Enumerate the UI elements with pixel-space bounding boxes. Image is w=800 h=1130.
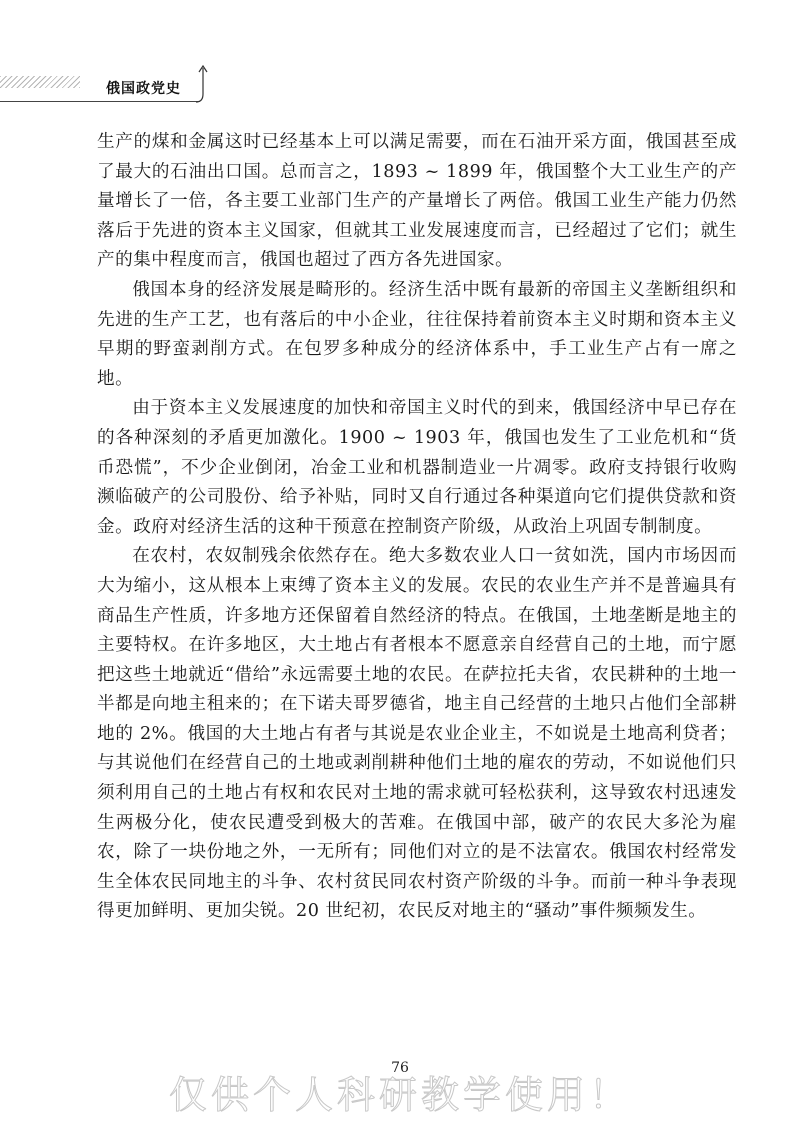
paragraph: 俄国本身的经济发展是畸形的。经济生活中既有最新的帝国主义垄断组织和先进的生产工艺，也有落后的中小企业，往往保持着前资本主义时期和资本主义早期的野蛮剥削方式。在包罗多种成分的经济体系中，手工业生产占有一席之地。 — [97, 279, 737, 389]
header-rule — [0, 101, 200, 102]
header-hatch-decoration — [0, 76, 80, 88]
paragraph: 在农村，农奴制残余依然存在。绝大多数农业人口一贫如洗，国内市场因而大为缩小，这从根本上束缚了资本主义的发展。农民的农业生产并不是普遍具有商品生产性质，许多地方还保留着自然经济的特点。在俄国，土地垄断是地主的主要特权。在许多地区，大土地占有者根本不愿意亲自经营自己的土地，而宁愿把这些土地就近“借给”永远需要土地的农民。在萨拉托夫省，农民耕种的土地一半都是向地主租来的；在下诺夫哥罗德省，地主自己经营的土地只占他们全部耕地的 2%。俄国的大土地占有者与其说是农业企业主，不如说是土地高利贷者；与其说他们在经营自己的土地或剥削耕种他们土地的雇农的劳动，不如说他们只须利用自己的土地占有权和农民对土地的需求就可轻松获利，这导致农村迅速发生两极分化，使农民遭受到极大的苦难。在俄国中部，破产的农民大多沦为雇农，除了一块份地之外，一无所有；同他们对立的是不法富农。俄国农村经常发生全体农民同地主的斗争、农村贫民同农村资产阶级的斗争。而前一种斗争表现得更加鲜明、更加尖锐。20 世纪初，农民反对地主的“骚动”事件频频发生。 — [97, 546, 737, 922]
paragraph: 由于资本主义发展速度的加快和帝国主义时代的到来，俄国经济中早已存在的各种深刻的矛盾更加激化。1900 ~ 1903 年，俄国也发生了工业危机和“货币恐慌”，不少企业倒闭，冶金工业和机器制造业一片凋零。政府支持银行收购濒临破产的公司股份、给予补贴，同时又自行通过各种渠道向它们提供贷款和资金。政府对经济生活的这种干预意在控制资产阶级，从政治上巩固专制制度。 — [97, 398, 737, 537]
watermark: 仅供个人科研教学使用！ — [168, 1073, 631, 1117]
page-number: 76 — [391, 1060, 409, 1076]
header-arrow-icon — [194, 64, 208, 104]
body-text — [97, 128, 737, 927]
book-title: 俄国政党史 — [106, 81, 181, 97]
paragraph: 生产的煤和金属这时已经基本上可以满足需要，而在石油开采方面，俄国甚至成了最大的石油出口国。总而言之，1893 ~ 1899 年，俄国整个大工业生产的产量增长了一倍，各主要工业部门生产的产量增长了两倍。俄国工业生产能力仍然落后于先进的资本主义国家，但就其工业发展速度而言，已经超过了它们；就生产的集中程度而言，俄国也超过了西方各先进国家。 — [97, 132, 737, 271]
